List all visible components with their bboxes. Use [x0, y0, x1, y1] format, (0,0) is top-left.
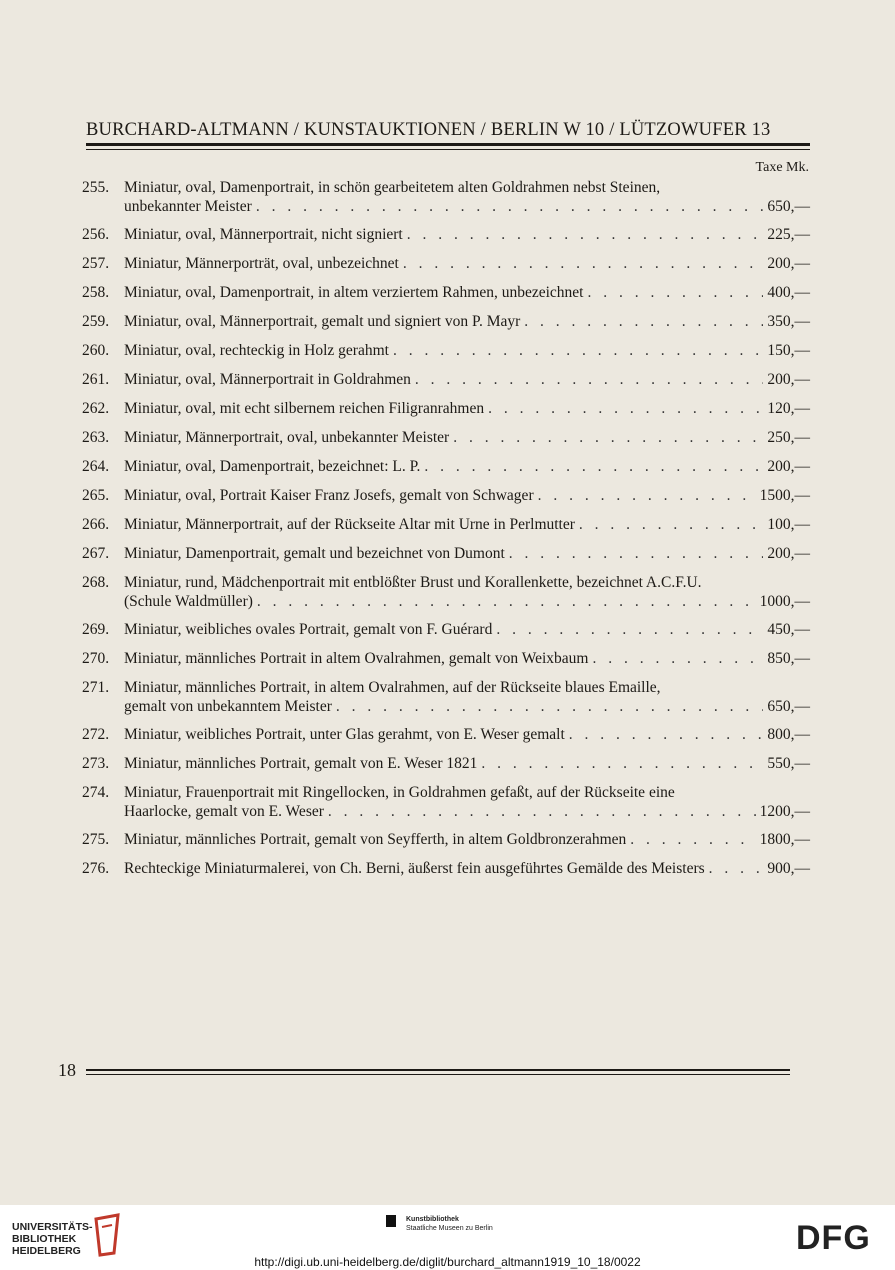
entry-number: 255. — [82, 179, 110, 196]
entry-number: 276. — [82, 860, 110, 877]
entry-number: 261. — [82, 371, 110, 388]
entry-price: 120,— — [767, 400, 810, 417]
catalog-entry — [82, 428, 810, 447]
entry-price: 1500,— — [759, 487, 810, 504]
leader-dots — [336, 697, 763, 716]
entry-description: Miniatur, männliches Portrait in altem Ovalrahmen, gemalt von Weixbaum — [124, 650, 589, 667]
entry-price: 100,— — [767, 516, 810, 533]
university-library-logo[interactable] — [12, 1221, 93, 1257]
entry-price: 200,— — [767, 458, 810, 475]
entry-number: 264. — [82, 458, 110, 475]
catalog-entry — [82, 725, 810, 744]
entry-number: 273. — [82, 755, 110, 772]
entry-continuation: Haarlocke, gemalt von E. Weser — [124, 803, 324, 820]
catalog-entry — [82, 515, 810, 534]
entry-number: 265. — [82, 487, 110, 504]
entry-price: 400,— — [767, 284, 810, 301]
leader-dots — [481, 754, 763, 773]
leader-dots — [488, 399, 763, 418]
entry-price: 200,— — [767, 545, 810, 562]
catalog-entry — [82, 486, 810, 505]
entry-description: Miniatur, oval, Männerportrait, nicht signiert — [124, 226, 403, 243]
catalog-entry — [82, 178, 810, 216]
entry-price: 900,— — [767, 860, 810, 877]
leader-dots — [256, 197, 764, 216]
kb-subtitle: Staatliche Museen zu Berlin — [406, 1225, 493, 1232]
leader-dots — [496, 620, 763, 639]
entry-number: 258. — [82, 284, 110, 301]
entry-number: 269. — [82, 621, 110, 638]
entry-number: 263. — [82, 429, 110, 446]
entry-number: 266. — [82, 516, 110, 533]
entry-price: 350,— — [767, 313, 810, 330]
entry-number: 260. — [82, 342, 110, 359]
leader-dots — [424, 457, 763, 476]
catalog-entry — [82, 283, 810, 302]
leader-dots — [524, 312, 763, 331]
entry-price: 150,— — [767, 342, 810, 359]
entry-description: Miniatur, Männerportrait, auf der Rückseite Altar mit Urne in Perlmutter — [124, 516, 575, 533]
kunstbibliothek-logo[interactable] — [386, 1215, 493, 1233]
entry-description: Miniatur, oval, Männerportrait in Goldrahmen — [124, 371, 411, 388]
entry-description: Miniatur, oval, rechteckig in Holz gerahmt — [124, 342, 389, 359]
dfg-logo[interactable]: DFG — [796, 1219, 871, 1257]
leader-dots — [407, 225, 764, 244]
catalog-entry — [82, 573, 810, 611]
catalog-entry — [82, 254, 810, 273]
entry-description: Miniatur, weibliches ovales Portrait, gemalt von F. Guérard — [124, 621, 493, 638]
leader-dots — [579, 515, 763, 534]
leader-dots — [403, 254, 764, 273]
catalog-entry — [82, 341, 810, 360]
leader-dots — [538, 486, 756, 505]
leader-dots — [257, 592, 756, 611]
entry-description: Miniatur, männliches Portrait, gemalt von Seyfferth, in altem Goldbronzerahmen — [124, 831, 627, 848]
entry-continuation: (Schule Waldmüller) — [124, 593, 253, 610]
entry-price: 650,— — [767, 698, 810, 715]
catalog-entry — [82, 754, 810, 773]
entry-description: Miniatur, Damenportrait, gemalt und bezeichnet von Dumont — [124, 545, 505, 562]
footer-rule-thin — [86, 1074, 790, 1075]
page-header: BURCHARD-ALTMANN / KUNSTAUKTIONEN / BERLIN W 10 / LÜTZOWUFER 13 — [86, 120, 771, 140]
entry-number: 270. — [82, 650, 110, 667]
catalog-entry — [82, 399, 810, 418]
leader-dots — [509, 544, 764, 563]
header-rule-thick — [86, 143, 810, 146]
leader-dots — [453, 428, 763, 447]
entry-description: Miniatur, männliches Portrait, in altem Ovalrahmen, auf der Rückseite blaues Emaille, — [124, 679, 661, 696]
entry-price: 250,— — [767, 429, 810, 446]
catalog-entry — [82, 620, 810, 639]
catalog-entry — [82, 859, 810, 878]
catalog-entry — [82, 457, 810, 476]
entry-price: 200,— — [767, 371, 810, 388]
entry-description: Miniatur, Frauenportrait mit Ringellocken, in Goldrahmen gefaßt, auf der Rückseite eine — [124, 784, 675, 801]
leader-dots — [569, 725, 764, 744]
entry-description: Miniatur, oval, Portrait Kaiser Franz Josefs, gemalt von Schwager — [124, 487, 534, 504]
catalog-entry — [82, 544, 810, 563]
catalog-entry — [82, 830, 810, 849]
entry-number: 259. — [82, 313, 110, 330]
university-emblem-icon — [92, 1213, 122, 1257]
leader-dots — [415, 370, 763, 389]
catalog-entry — [82, 370, 810, 389]
university-line-1: UNIVERSITÄTS- — [12, 1221, 93, 1233]
entry-number: 256. — [82, 226, 110, 243]
entry-description: Miniatur, Männerporträt, oval, unbezeichnet — [124, 255, 399, 272]
footer-rule-thick — [86, 1069, 790, 1071]
entry-description: Miniatur, oval, Damenportrait, in altem verziertem Rahmen, unbezeichnet — [124, 284, 584, 301]
entry-price: 200,— — [767, 255, 810, 272]
entry-number: 272. — [82, 726, 110, 743]
entry-number: 267. — [82, 545, 110, 562]
entry-price: 650,— — [767, 198, 810, 215]
entry-description: Miniatur, oval, mit echt silbernem reichen Filigranrahmen — [124, 400, 485, 417]
entry-description: Miniatur, oval, Männerportrait, gemalt und signiert von P. Mayr — [124, 313, 521, 330]
catalog-entries — [82, 178, 810, 888]
entry-description: Miniatur, oval, Damenportrait, bezeichnet: L. P. — [124, 458, 421, 475]
entry-price: 1800,— — [759, 831, 810, 848]
entry-number: 275. — [82, 831, 110, 848]
entry-price: 225,— — [767, 226, 810, 243]
library-footer — [0, 1205, 895, 1270]
entry-price: 850,— — [767, 650, 810, 667]
entry-description: Miniatur, männliches Portrait, gemalt von E. Weser 1821 — [124, 755, 478, 772]
entry-number: 262. — [82, 400, 110, 417]
entry-description: Miniatur, oval, Damenportrait, in schön gearbeitetem alten Goldrahmen nebst Steinen, — [124, 179, 661, 196]
entry-description: Miniatur, Männerportrait, oval, unbekannter Meister — [124, 429, 450, 446]
kb-title: Kunstbibliothek — [406, 1216, 459, 1223]
header-rule-thin — [86, 149, 810, 150]
leader-dots — [393, 341, 763, 360]
entry-price: 1000,— — [759, 593, 810, 610]
leader-dots — [328, 802, 756, 821]
entry-price: 800,— — [767, 726, 810, 743]
entry-continuation: unbekannter Meister — [124, 198, 252, 215]
entry-continuation: gemalt von unbekanntem Meister — [124, 698, 332, 715]
entry-price: 1200,— — [759, 803, 810, 820]
catalog-entry — [82, 225, 810, 244]
leader-dots — [709, 859, 764, 878]
entry-price: 550,— — [767, 755, 810, 772]
catalog-entry — [82, 783, 810, 821]
taxe-label: Taxe Mk. — [755, 160, 809, 175]
entry-price: 450,— — [767, 621, 810, 638]
entry-description: Miniatur, rund, Mädchenportrait mit entblößter Brust und Korallenkette, bezeichnet A.C.F.U. — [124, 574, 702, 591]
entry-description: Rechteckige Miniaturmalerei, von Ch. Berni, äußerst fein ausgeführtes Gemälde des Meisters — [124, 860, 705, 877]
source-url[interactable]: http://digi.ub.uni-heidelberg.de/diglit/burchard_altmann1919_10_18/0022 — [254, 1255, 641, 1269]
university-line-2: BIBLIOTHEK — [12, 1233, 77, 1245]
leader-dots — [587, 283, 763, 302]
entry-number: 257. — [82, 255, 110, 272]
university-line-3: HEIDELBERG — [12, 1245, 81, 1257]
entry-number: 274. — [82, 784, 110, 801]
catalog-entry — [82, 649, 810, 668]
leader-dots — [630, 830, 755, 849]
catalog-entry — [82, 312, 810, 331]
entry-description: Miniatur, weibliches Portrait, unter Glas gerahmt, von E. Weser gemalt — [124, 726, 565, 743]
entry-number: 271. — [82, 679, 110, 696]
entry-number: 268. — [82, 574, 110, 591]
catalog-entry — [82, 678, 810, 716]
page-number: 18 — [58, 1060, 76, 1080]
leader-dots — [592, 649, 763, 668]
